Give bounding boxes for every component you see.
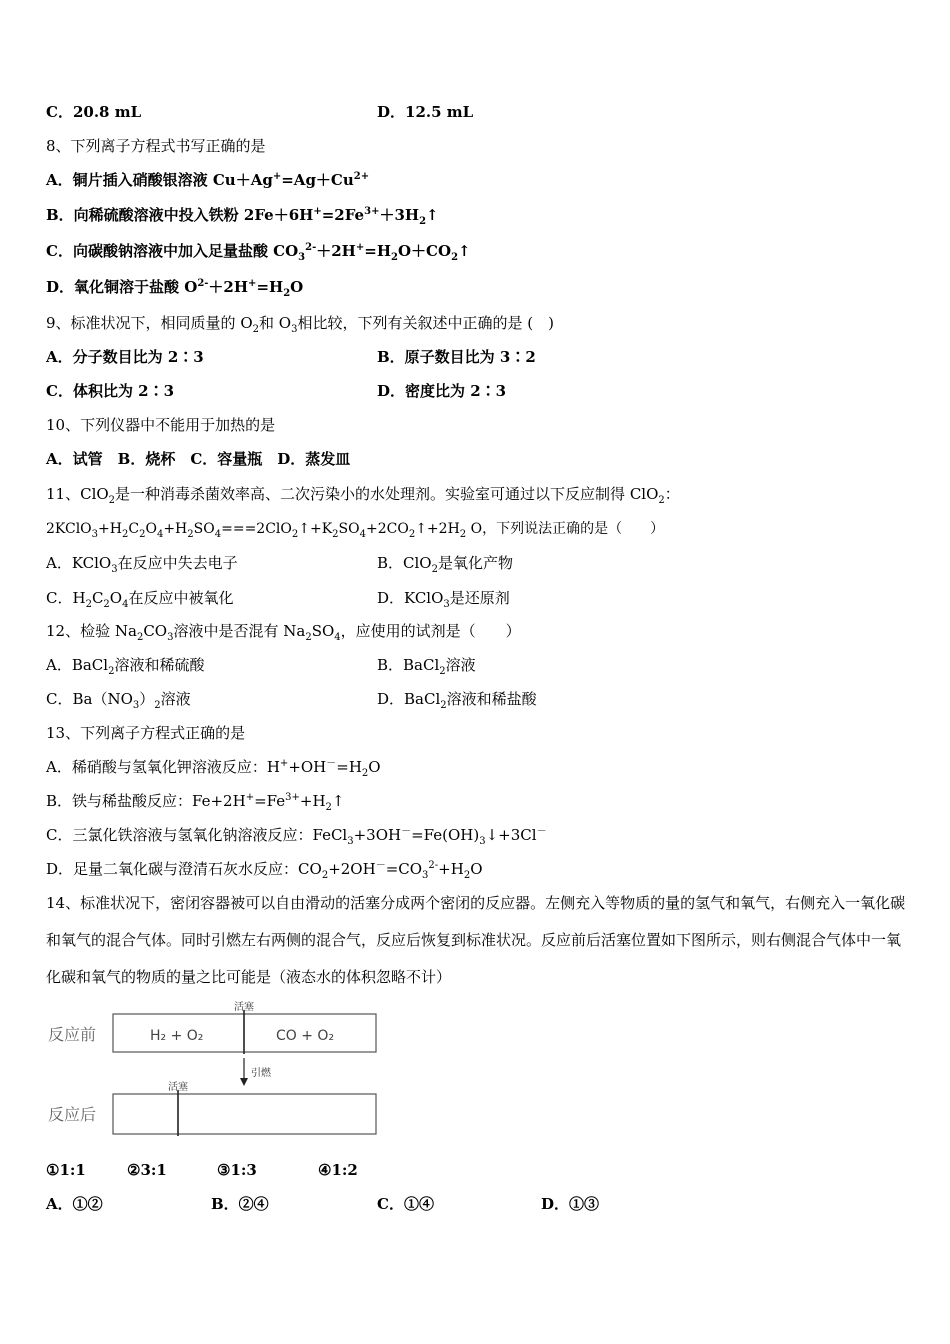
q14-option-b: B．②④ (211, 1195, 269, 1213)
q14-ratio-1: ①1:1 (46, 1161, 86, 1179)
q8-option-b: B．向稀硫酸溶液中投入铁粉 $2Fe+6H^+=2Fe^{3+}+3H_2↑$ (46, 206, 439, 227)
q14-option-a: A．①② (46, 1195, 103, 1213)
q14-ratio-3: ③1:3 (217, 1161, 257, 1179)
q13-stem: 13、下列离子方程式正确的是 (46, 724, 246, 742)
after-container (113, 1094, 376, 1134)
q13-option-b: B．铁与稀盐酸反应：$Fe+2H^+=Fe^{3+}+H_2↑$ (46, 792, 345, 813)
q10-options: A．试管 B．烧杯 C．容量瓶 D．蒸发皿 (46, 450, 351, 468)
q12-stem: 12、检验 $Na_2CO_3$溶液中是否混有 $Na_2SO_4$，应使用的试剂是（ ） (46, 622, 521, 643)
q14-option-c: C．①④ (377, 1195, 434, 1213)
q9-stem: 9、标准状况下，相同质量的 $O_2$和 $O_3$相比较，下列有关叙述中正确的是 ( ) (46, 314, 554, 335)
q12-option-b: B．BaCl$_2$溶液 (377, 656, 476, 677)
q13-option-c: C．三氯化铁溶液与氢氧化钠溶液反应：$FeCl_3+3OH^-=Fe(OH)_3↓+3Cl^-$ (46, 826, 547, 847)
q14-ratio-2: ②3:1 (127, 1161, 167, 1179)
q11-stem: 11、ClO$_2$是一种消毒杀菌效率高、二次污染小的水处理剂。实验室可通过以下反应制得 ClO$_2$： (46, 485, 680, 506)
after-piston-label: 活塞 (168, 1082, 188, 1093)
q9-option-c: C．体积比为 2∶3 (46, 382, 175, 400)
ignite-arrow-head (240, 1078, 248, 1086)
right-gas-label: CO + O₂ (276, 1028, 335, 1044)
q12-option-d: D．BaCl$_2$溶液和稀盐酸 (377, 690, 537, 711)
q8-stem: 8、下列离子方程式书写正确的是 (46, 137, 266, 155)
q13-option-d: D．足量二氧化碳与澄清石灰水反应：$CO_2+2OH^-=CO_3^{2-}+H_2O$ (46, 860, 483, 881)
diagram-after-label: 反应后 (48, 1105, 97, 1124)
q11-equation: $2KClO_3+H_2C_2O_4+H_2SO_4===2ClO_2↑+K_2SO_4+2CO_2↑+2H_2$ O，下列说法正确的是（ ） (46, 521, 665, 540)
q8-option-a: A．铜片插入硝酸银溶液 $Cu+Ag^+=Ag+Cu^{2+}$ (46, 171, 370, 189)
q14-ratio-4: ④1:2 (318, 1161, 358, 1179)
piston-diagram (46, 1000, 386, 1140)
q11-option-b: B．ClO$_2$是氧化产物 (377, 554, 513, 575)
ignite-label: 引燃 (251, 1068, 271, 1079)
q8-option-d: D．氧化铜溶于盐酸 $O^{2-}+2H^+=H_2O$ (46, 278, 304, 299)
q14-stem: 14、标准状况下，密闭容器被可以自由滑动的活塞分成两个密闭的反应器。左侧充入等物质的量的氢气和氧气，右侧充入一氧化碳和氧气的混合气体。同时引燃左右两侧的混合气，反应后恢复到标准状况。反应前后活塞位置如下图所示，则右侧混合气体中一氧化碳和氧气的物质的量之比可能是（液态水的体积忽略不计） (46, 894, 906, 986)
before-piston-label: 活塞 (234, 1002, 254, 1013)
q11-option-c: C．$H_2C_2O_4$在反应中被氧化 (46, 589, 234, 610)
q11-option-d: D．KClO$_3$是还原剂 (377, 589, 510, 610)
diagram-before-label: 反应前 (48, 1025, 97, 1044)
q7-option-d: D．12.5 mL (377, 103, 474, 121)
q11-option-a: A．KClO$_3$在反应中失去电子 (46, 554, 238, 575)
q8-option-c: C．向碳酸钠溶液中加入足量盐酸 $CO_3^{2-}+2H^+=H_2O+CO_2↑$ (46, 242, 471, 263)
q14-option-d: D．①③ (541, 1195, 600, 1213)
q12-option-a: A．BaCl$_2$溶液和稀硫酸 (46, 656, 205, 677)
q7-option-c: C．20.8 mL (46, 103, 142, 121)
q9-option-b: B．原子数目比为 3∶2 (377, 348, 536, 366)
q13-option-a: A．稀硝酸与氢氧化钾溶液反应：$H^++OH^-=H_2O$ (46, 758, 381, 779)
q12-option-c: C．$Ba(NO_3)_2$溶液 (46, 690, 191, 711)
left-gas-label: H₂ + O₂ (150, 1028, 204, 1044)
q10-stem: 10、下列仪器中不能用于加热的是 (46, 416, 276, 434)
q9-option-d: D．密度比为 2∶3 (377, 382, 507, 400)
q9-option-a: A．分子数目比为 2∶3 (46, 348, 204, 366)
